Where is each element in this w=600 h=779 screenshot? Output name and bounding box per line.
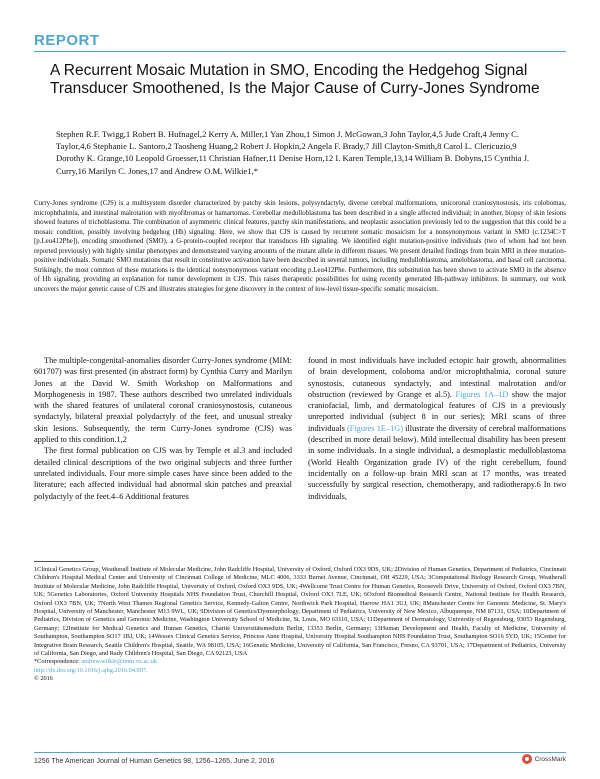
body-paragraph	[308, 355, 566, 502]
footer-rule	[34, 752, 566, 753]
correspondence-label: *Correspondence:	[34, 658, 80, 666]
copyright: © 2016	[34, 675, 53, 683]
correspondence-email[interactable]: andrew.wilkie@imm.ox.ac.uk	[81, 658, 158, 666]
affiliation-text: 1Clinical Genetics Group, Weatherall Institute of Molecular Medicine, John Radcliffe Hospital, University of Oxford, Oxford OX3 9DS, UK; 2Division of Human Genetics, Department of Pediatrics, Cincinnati Children's Hospital Medical Center and University of Cincinnati College of Medicine, MLC 4006, 3333 Burnet Avenue, Cincinnati, OH 45229, USA; 3Computational Biology Research Group, Weatherall Institute of Molecular Medicine, John Radcliffe Hospital, University of Oxford, Oxford OX3 9DS, UK; 4Wellcome Trust Centre for Human Genetics, Roosevelt Drive, University of Oxford, Oxford OX3 7BN, UK; 5Genetics Laboratories, Oxford University Hospitals NHS Foundation Trust, Churchill Hospital, Oxford OX3 7LE, UK; 6Oxford Biomedical Research Centre, National Institute for Health Research, Oxford OX3 7BN, UK; 7North West Thames Regional Genetics Service, Kennedy-Galton Centre, Northwick Park Hospital, Harrow HA1 3UJ, UK; 8Manchester Centre for Genomic Medicine, St. Mary's Hospital, University of Manchester, Manchester M13 9WL, UK; 9Division of Genetics/Dysmorphology, Department of Pediatrics, University of New Mexico, Albuquerque, NM 87131, USA; 10Department of Pediatrics, Division of Genetics and Genomic Medicine, Washington University School of Medicine, St. Louis, MO 63110, USA; 11Department of Dermatology, University of Regensburg, 93053 Regensburg, Germany; 12Institute for Medical Genetics and Human Genetics, Charité Universitätsmedizin Berlin, 13353 Berlin, Germany; 13Human Development and Health, Faculty of Medicine, University of Southampton, Southampton SO17 1BJ, UK; 14Wessex Clinical Genetics Service, Princess Anne Hospital, University Hospital Southampton NHS Foundation Trust, Southampton SO16 5YD, UK; 15Center for Integrative Brain Research, Seattle Children's Hospital, Seattle, WA 98105, USA; 16Genetic Medicine, University of California, San Francisco, Fresno, CA 93701, USA; 17Department of Pediatrics, University of California, San Diego, and Rady Children's Hospital, San Diego, CA 92123, USA	[34, 566, 566, 658]
body-text: illustrate the diversity of cerebral malformations (described in more detail below). Mild intellectual disability has been present in some individuals. In a single individual, a desmoplastic medulloblastoma (World Health Organization grade IV) of the right cerebellum, found incidentally on a follow-up brain MRI scan at 17 months, was treated successfully by surgical resection, chemotherapy, and radiotherapy.6 In two individuals,	[308, 423, 566, 501]
footnote-rule	[34, 561, 94, 562]
body-column-right	[308, 355, 566, 502]
body-paragraph: The first formal publication on CJS was by Temple et al.3 and included detailed clinical descriptions of the two original subjects and three further unrelated individuals. Four more simple cases have since been added to the literature; each affected individual had abnormal skin patches and preaxial polydactyly of the feet.4–6 Additional features	[34, 446, 292, 501]
body-column-left	[34, 355, 292, 502]
body-paragraph: The multiple-congenital-anomalies disorder Curry-Jones syndrome (MIM: 601707) was first presented (in abstract form) by Cynthia Curry and Marilyn Jones at the David W. Smith Workshop on Malformations and Morphogenesis in 1987. These authors described two unrelated individuals with the shared features of unilateral coronal craniosynostosis, cutaneous syndactyly, bilateral preaxial polydactyly of the feet, and unusual streaky skin lesions. Subsequently, the term Curry-Jones syndrome (CJS) was applied to this condition.1,2	[34, 356, 292, 445]
crossmark-badge[interactable]	[522, 754, 566, 764]
body-text: found in most individuals have included ectopic hair growth, abnormalities of brain development, coloboma and/or microphthalmia, coronal suture synostosis, cutaneous syndactyly, and intestinal malrotation and/or obstruction (reviewed by Grange et al.5).	[308, 356, 566, 399]
crossmark-label: CrossMark	[534, 755, 566, 763]
abstract: Curry-Jones syndrome (CJS) is a multisystem disorder characterized by patchy skin lesions, polysyndactyly, diverse cerebral malformations, unicoronal craniosynostosis, iris colobomas, microphthalmia, and intestinal malrotation with myofibromas or hamartomas. Cerebellar medulloblastoma has been described in a single affected individual; in another, biopsy of skin lesions showed features of trichoblastoma. The combination of asymmetric clinical features, patchy skin manifestations, and neoplastic association previously led to the suggestion that this could be a mosaic condition, possibly involving hedgehog (Hh) signaling. Here, we show that CJS is caused by recurrent somatic mosaicism for a nonsynonymous variant in SMO (c.1234C>T [p.Leu412Phe]), encoding smoothened (SMO), a G-protein-coupled receptor that transduces Hh signaling. We identified eight mutation-positive individuals (two of whom had not been reported previously) with highly similar phenotypes and demonstrated varying amounts of the mutant allele in different tissues. We present detailed findings from brain MRI in three mutation-positive individuals. Somatic SMO mutations that result in constitutive activation have been described in several tumors, including medulloblastoma, ameloblastoma, and basal cell carcinoma. Strikingly, the most common of these mutations is the identical nonsynonymous variant encoding p.Leu412Phe. Furthermore, this substitution has been shown to activate SMO in the absence of Hh signaling, providing an explanation for tumor development in CJS. This raises therapeutic possibilities for using recently generated Hh-pathway inhibitors. In summary, our work uncovers the major genetic cause of CJS and illustrates strategies for gene discovery in the context of low-level tissue-specific somatic mosaicism.	[34, 200, 566, 293]
figure-link[interactable]: (Figures 1E–1G)	[347, 423, 404, 433]
article-title: A Recurrent Mosaic Mutation in SMO, Encoding the Hedgehog Signal Transducer Smoothened, Is the Major Cause of Curry-Jones Syndrome	[50, 62, 540, 97]
body-text: show the major craniofacial, limb, and dermatological features of CJS in a previously unreported individual (subject 8 in our series); MRI scans of three individuals	[308, 389, 566, 433]
affiliations	[34, 566, 566, 684]
crossmark-icon	[522, 754, 532, 764]
author-list: Stephen R.F. Twigg,1 Robert B. Hufnagel,2 Kerry A. Miller,1 Yan Zhou,1 Simon J. McGowan,3 John Taylor,4,5 Jude Craft,4 Jenny C. Taylor,4,6 Stephanie L. Santoro,2 Taosheng Huang,2 Robert J. Hopkin,2 Angela F. Brady,7 Jill Clayton-Smith,8 Carol L. Clericuzio,9 Dorothy K. Grange,10 Leopold Groesser,11 Christian Hafner,11 Denise Horn,12 I. Karen Temple,13,14 William B. Dobyns,15 Cynthia J. Curry,16 Marilyn C. Jones,17 and Andrew O.M. Wilkie1,*	[56, 129, 530, 176]
figure-link[interactable]: Figures 1A–1D	[455, 389, 509, 399]
doi-link[interactable]: http://dx.doi.org/10.1016/j.ajhg.2016.04.007.	[34, 666, 148, 674]
page-footer: 1256 The American Journal of Human Genetics 98, 1256–1265, June 2, 2016	[34, 758, 275, 765]
section-label: REPORT	[34, 32, 100, 49]
header-rule	[34, 51, 566, 52]
